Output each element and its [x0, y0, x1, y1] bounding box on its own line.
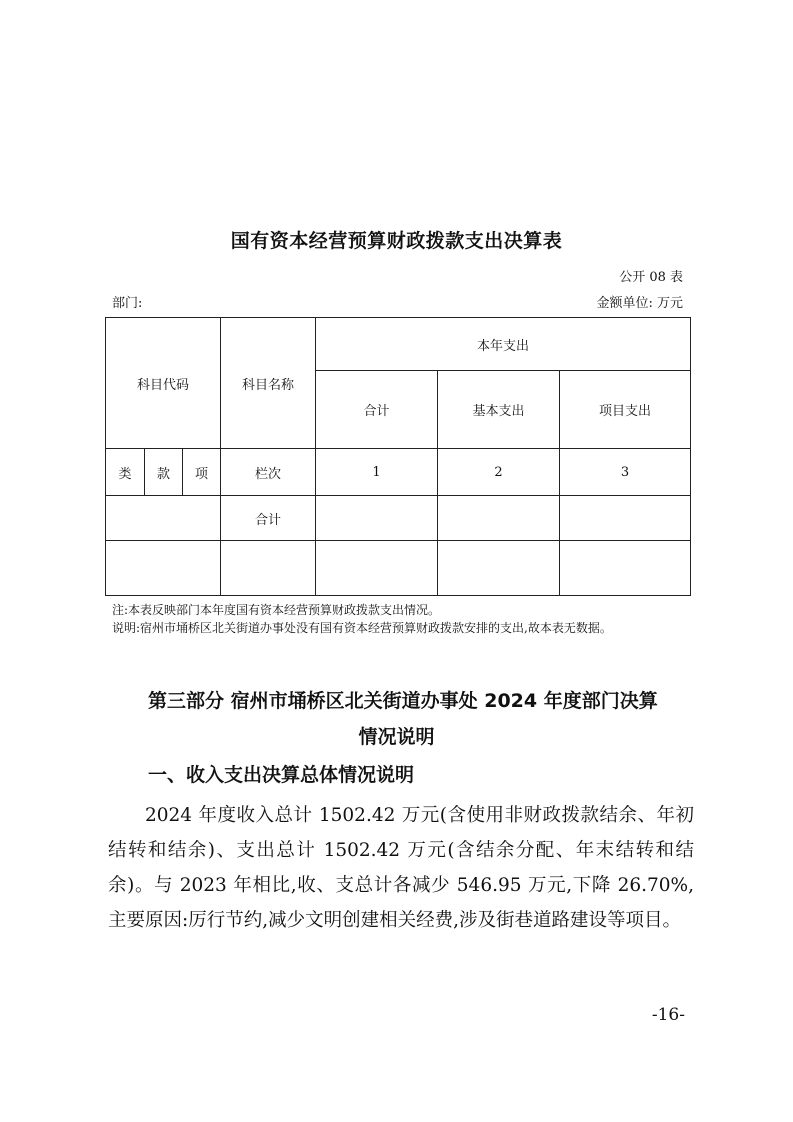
table-title: 国有资本经营预算财政拨款支出决算表: [230, 230, 563, 252]
column-number-3: 3: [560, 449, 691, 496]
empty-row-code: [106, 541, 221, 596]
page-number: -16-: [651, 1005, 685, 1025]
header-project: 项目支出: [560, 371, 691, 449]
table-explanation: 说明:宿州市埇桥区北关街道办事处没有国有资本经营预算财政拨款安排的支出,故本表无数据。: [112, 621, 612, 635]
empty-row-name: [221, 541, 316, 596]
header-kuan: 款: [145, 449, 183, 496]
sum-row-basic: [438, 496, 560, 541]
column-number-1: 1: [316, 449, 438, 496]
sum-row-total: [316, 496, 438, 541]
sum-row-label: 合计: [221, 496, 316, 541]
summary-paragraph-text: 2024 年度收入总计 1502.42 万元(含使用非财政拨款结余、年初结转和结余)、支出总计 1502.42 万元(含结余分配、年末结转和结余)。与 2023 年相比,收、支总计各减少 546.95 万元,下降 26.70%,主要原因:厉行节约,减少文明创建相关经费,涉及街巷道路建设等项目。: [108, 805, 694, 931]
empty-row-project: [560, 541, 691, 596]
header-lei: 类: [106, 449, 145, 496]
table-note: 注:本表反映部门本年度国有资本经营预算财政拨款支出情况。: [112, 603, 441, 617]
summary-paragraph: [108, 798, 694, 938]
sum-row-code: [106, 496, 221, 541]
form-number: 公开 08 表: [619, 270, 683, 285]
header-subject-code: 科目代码: [106, 318, 221, 449]
amount-unit-label: 金额单位: 万元: [596, 296, 683, 311]
header-basic: 基本支出: [438, 371, 560, 449]
section-subheading: 一、收入支出决算总体情况说明: [148, 764, 415, 786]
empty-row-basic: [438, 541, 560, 596]
empty-row-total: [316, 541, 438, 596]
header-xiang: 项: [183, 449, 221, 496]
header-total: 合计: [316, 371, 438, 449]
expenditure-table: [105, 317, 691, 596]
header-current-year: 本年支出: [316, 318, 691, 371]
sum-row-project: [560, 496, 691, 541]
department-label: 部门:: [112, 296, 143, 311]
header-subject-name: 科目名称: [221, 318, 316, 449]
part-heading-continued: 情况说明: [358, 726, 435, 748]
column-number-2: 2: [438, 449, 560, 496]
column-number-label: 栏次: [221, 449, 316, 496]
part-heading: 第三部分 宿州市埇桥区北关街道办事处 2024 年度部门决算: [148, 690, 658, 712]
